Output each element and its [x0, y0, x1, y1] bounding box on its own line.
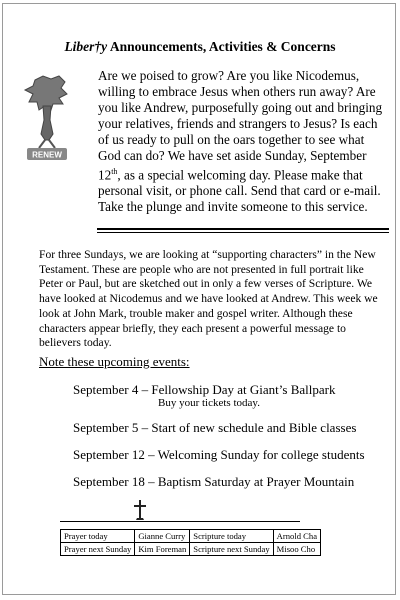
intro-sup: th: [111, 167, 118, 176]
table-cell: Scripture next Sunday: [190, 543, 273, 556]
divider-thick: [97, 228, 389, 230]
intro-part-1: Are we poised to grow? Are you like Nicodemus, willing to embrace Jesus when others run away? Are you like Andrew, purposefully going out and bringing your relatives, friends and strangers to Jesus? Is each of us ready to pull on the oars together to see what God can do? We have set aside Sunday, September 12: [98, 68, 383, 183]
page-title: [3, 39, 397, 55]
supporting-characters-paragraph: For three Sundays, we are looking at “supporting characters” in the New Testament. These are people who are not presented in full portrait like Peter or Paul, but are sketched out in only a few verses of Scripture. We have looked at Nicodemus and we have looked at Andrew. This week we look at John Mark, trouble maker and gospel writer. Although these characters appear briefly, they each present a powerful message to believers today.: [39, 248, 378, 350]
event-item: September 12 – Welcoming Sunday for college students: [73, 447, 365, 462]
event-item: September 18 – Baptism Saturday at Prayer Mountain: [73, 474, 355, 489]
table-cell: Misoo Cho: [273, 543, 320, 556]
brand-name: Liber†y: [64, 39, 108, 54]
renew-tree-logo-icon: [21, 74, 73, 166]
duties-table: [60, 529, 321, 556]
table-cell: Scripture today: [190, 530, 273, 543]
event-note: Buy your tickets today.: [158, 397, 260, 409]
table-cell: Gianne Curry: [135, 530, 190, 543]
table-cell: Prayer next Sunday: [61, 543, 135, 556]
table-row: [61, 530, 321, 543]
divider-thin: [97, 232, 389, 233]
event-item: September 5 – Start of new schedule and Bible classes: [73, 420, 357, 435]
logo-text: RENEW: [32, 150, 62, 160]
intro-part-2: , as a special welcoming day. Please make that personal visit, or phone call. Send that card or e-mail. Take the plunge and invite someone to this service.: [98, 167, 381, 215]
intro-text: [98, 68, 388, 215]
table-cell: Kim Foreman: [135, 543, 190, 556]
table-cell: Prayer today: [61, 530, 135, 543]
title-text: Announcements, Activities & Concerns: [107, 39, 336, 54]
events-heading: Note these upcoming events:: [39, 354, 190, 369]
table-cell: Arnold Cha: [273, 530, 320, 543]
table-row: [61, 543, 321, 556]
cross-icon: [131, 499, 149, 521]
bulletin-page: [2, 3, 396, 595]
event-item: September 4 – Fellowship Day at Giant’s Ballpark: [73, 382, 336, 397]
table-separator: [60, 521, 300, 522]
